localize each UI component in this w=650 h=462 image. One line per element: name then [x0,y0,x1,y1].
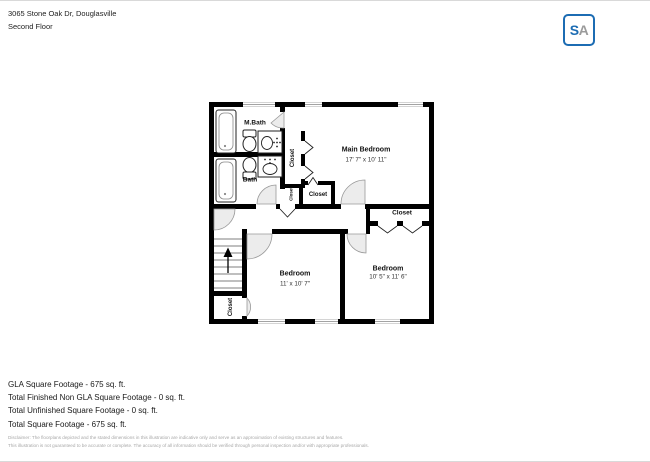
logo-letter-a: A [578,22,589,38]
chevron-closet-strip-2 [305,166,313,179]
room-label-closet-b: Closet [308,191,328,198]
gla-footage-line: GLA Square Footage - 675 sq. ft. [8,380,126,389]
door-hallway [214,209,235,230]
room-label-closet-bl: Closet [228,297,234,317]
bifold-hall-closet-2 [403,226,422,233]
door-closet-bl [247,298,251,316]
door-main-bedroom [341,180,365,204]
room-label-bedroom1: Bedroom [279,270,311,278]
disclaimer [8,434,369,450]
room-label-closet-small: Closet [288,187,294,201]
floor-subtitle: Second Floor [8,22,53,31]
chevron-closet-strip-1 [305,141,313,154]
chevron-closet-b [308,178,318,186]
door-bedroom2 [347,234,366,253]
sink-bath [258,156,282,177]
total-footage-line: Total Square Footage - 675 sq. ft. [8,419,127,429]
room-dims-bedroom2: 10' 5" x 11' 6" [369,273,407,281]
floorplan [209,102,434,324]
bathtub-mbath [216,110,236,153]
door-bath [257,185,276,204]
room-label-closet-strip: Closet [290,148,296,168]
room-label-bedroom2: Bedroom [372,265,404,272]
sink-mbath [258,131,282,153]
door-mbath [271,112,284,128]
chevron-closet-a [280,209,295,217]
toilet-mbath [243,130,256,152]
room-label-bath: Bath [242,176,258,184]
room-label-hall-closet: Closet [392,209,412,217]
non-gla-footage-line: Total Finished Non GLA Square Footage - 0 sq. ft. [8,393,185,403]
door-bedroom1 [247,234,272,259]
bathtub-bath [216,159,236,202]
address-title: 3065 Stone Oak Dr, Douglasville [8,9,117,18]
room-label-main-bedroom: Main Bedroom [341,146,391,154]
unfinished-footage-line: Total Unfinished Square Footage - 0 sq. ft. [8,406,158,416]
disclaimer-line-2: This illustration is not guaranteed to be accurate or complete. The accuracy of all information should be verified through personal inspection and/or with appropriate professionals. [8,443,369,448]
disclaimer-line-1: Disclaimer: The floorplans depicted and the stated dimensions in this illustration are indicative only and serve as an approximation of existing structures and features. [8,435,344,440]
logo-letter-s: S [569,22,579,38]
room-label-mbath: M.Bath [244,119,266,127]
bifold-hall-closet-1 [378,226,397,233]
room-dims-bedroom1: 11' x 10' 7" [279,280,311,287]
room-dims-main-bedroom: 17' 7" x 10' 11" [345,156,387,163]
square-footage-summary [8,378,185,431]
sa-logo [563,14,595,46]
